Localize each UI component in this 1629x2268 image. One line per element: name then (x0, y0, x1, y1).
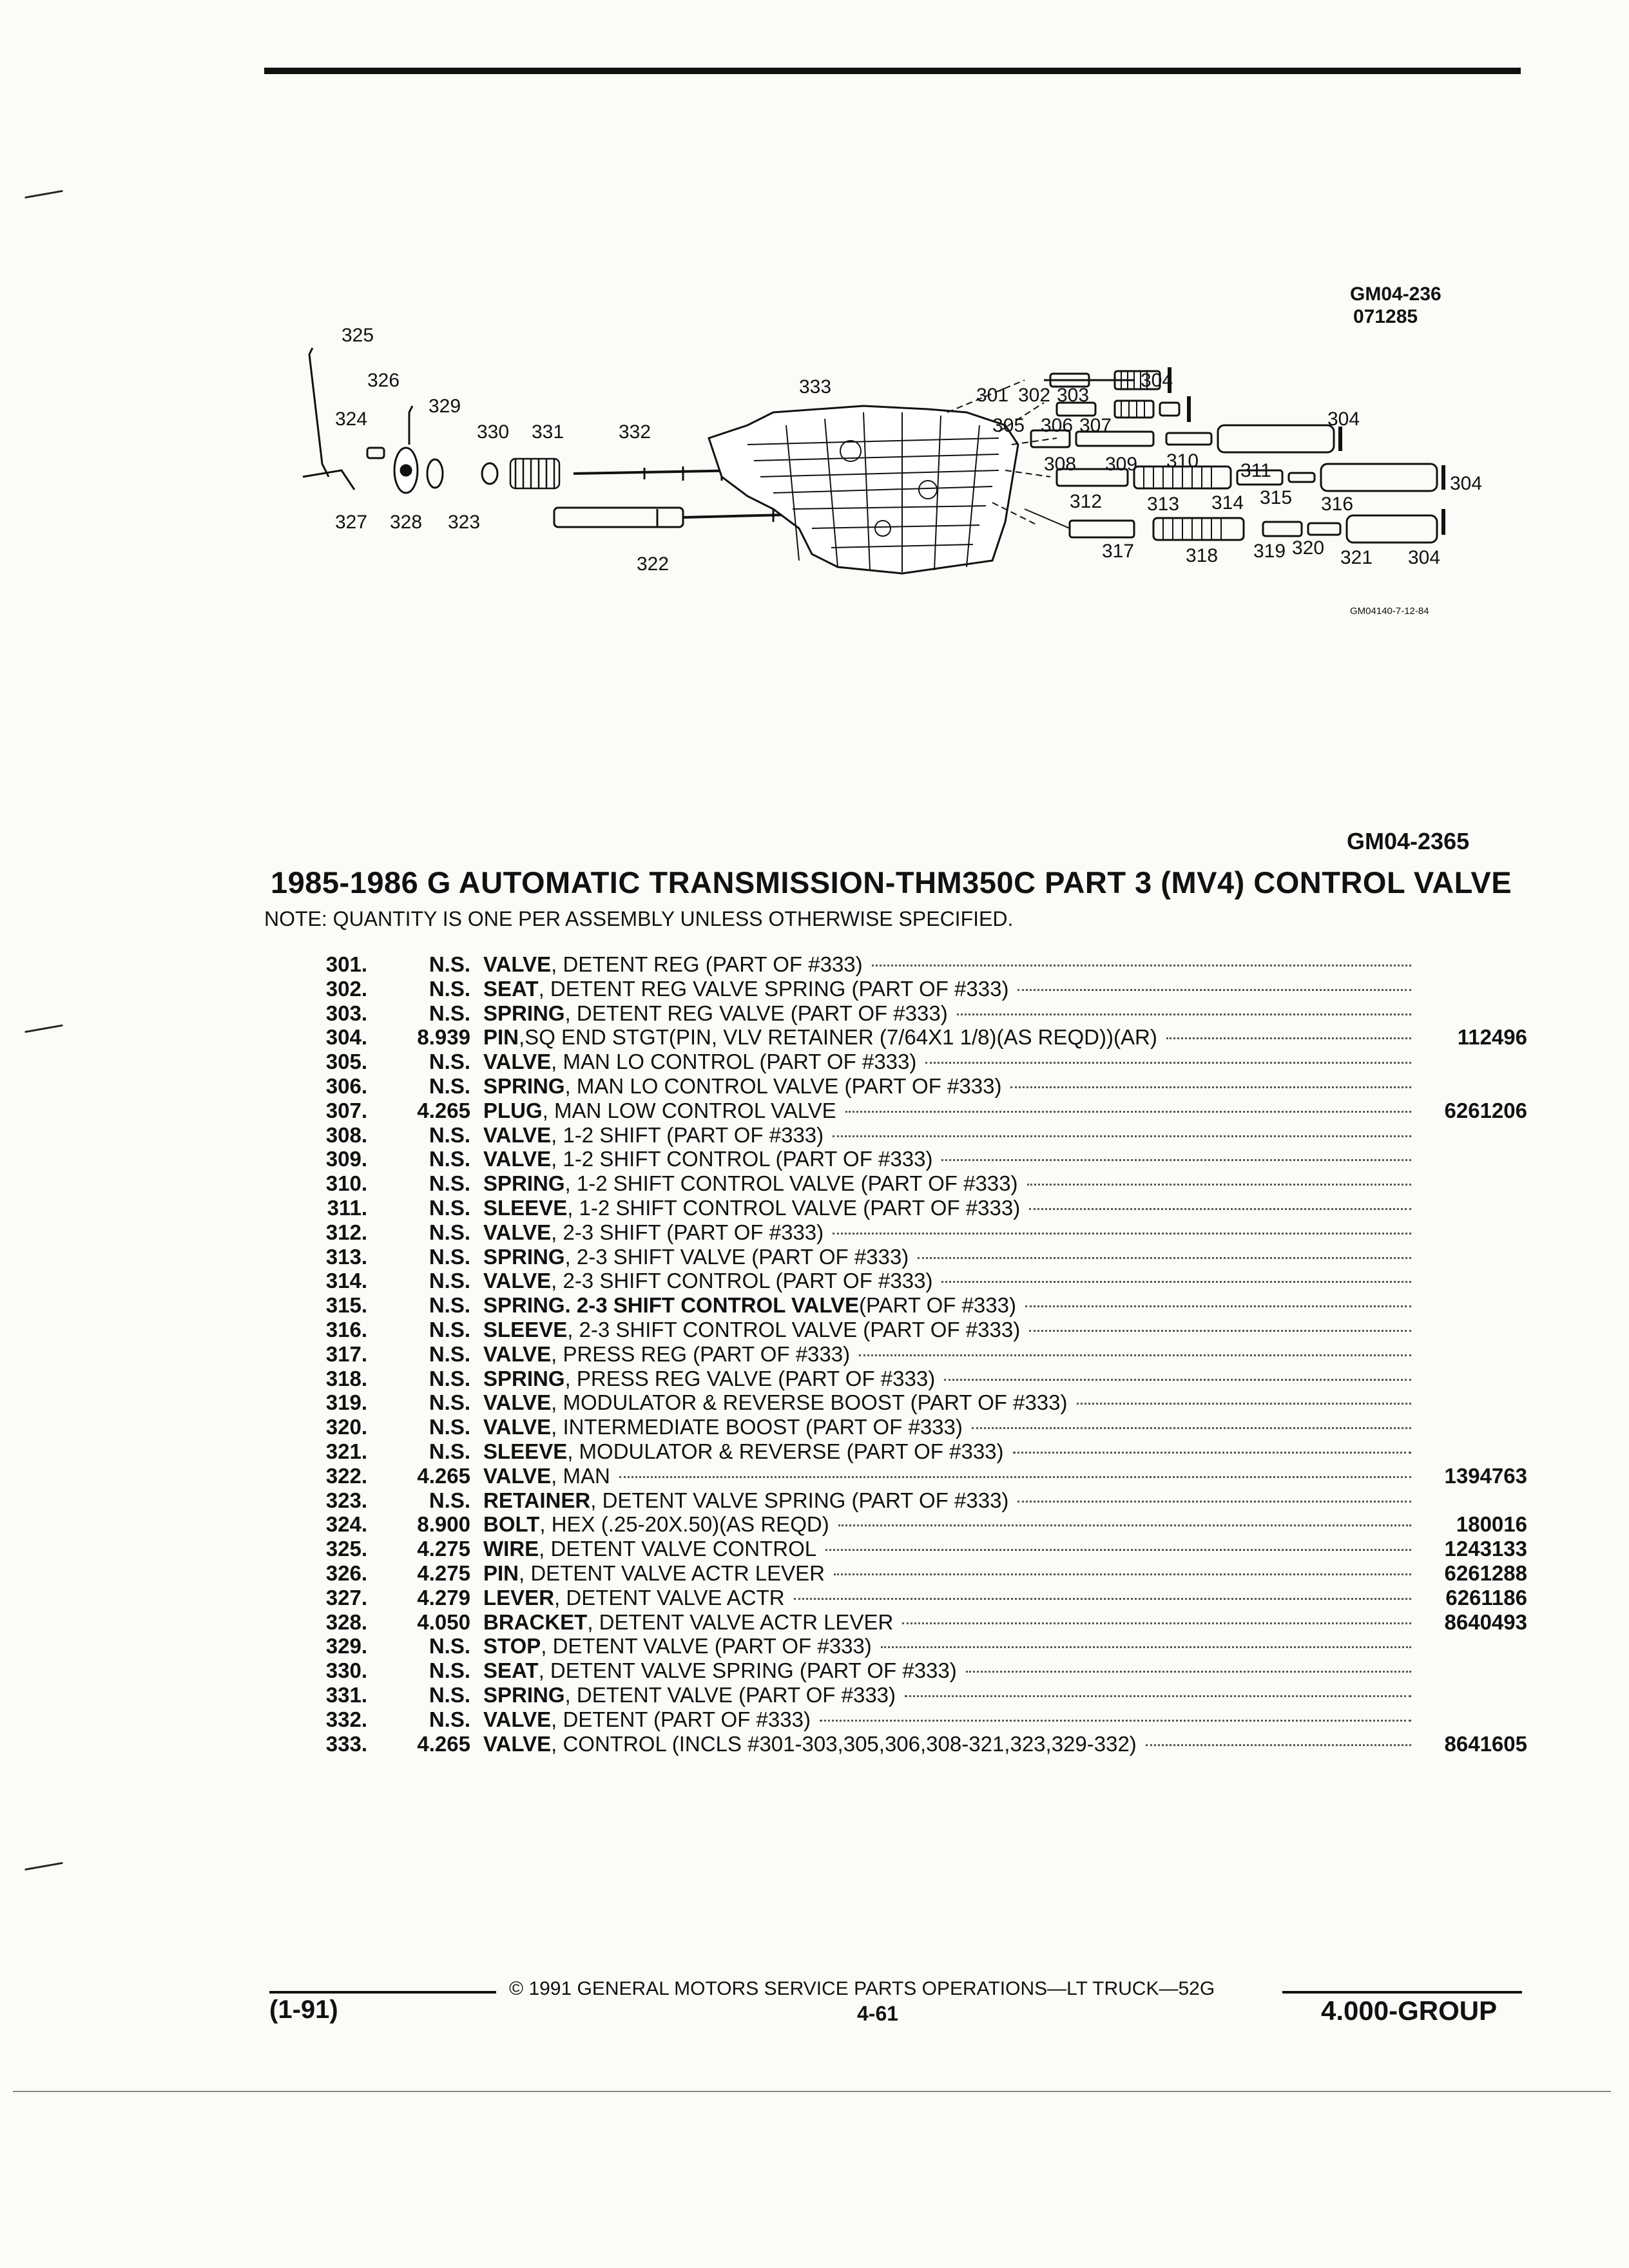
item-number: 313. (325, 1244, 367, 1269)
callout: 308 (1044, 454, 1077, 475)
item-detail: , MAN LO CONTROL (PART OF #333) (551, 1050, 917, 1074)
group-number: N.S. (429, 1317, 470, 1341)
item-name: SPRING (483, 1171, 565, 1196)
item-detail: , MAN (551, 1463, 610, 1488)
item-name: VALVE (483, 952, 552, 976)
item-name: LEVER (483, 1585, 555, 1610)
callout: 316 (1321, 494, 1354, 515)
item-name: WIRE (483, 1537, 539, 1561)
control-valve-exploded-diagram (284, 316, 1495, 586)
callout: 304 (1450, 473, 1483, 494)
leader-dots (872, 965, 1411, 966)
item-number: 333. (325, 1731, 367, 1756)
item-description (470, 1099, 1418, 1123)
parts-row (277, 1123, 1527, 1148)
part-number: 8641605 (1444, 1731, 1527, 1756)
group-number: N.S. (429, 1244, 470, 1269)
callout: 329 (429, 396, 461, 417)
item-name: VALVE (483, 1050, 552, 1074)
item-name: SLEEVE (483, 1195, 568, 1220)
item-name: SLEEVE (483, 1317, 568, 1341)
parts-row (277, 1025, 1527, 1050)
parts-row (277, 1658, 1527, 1683)
item-detail: , DETENT VALVE ACTR LEVER (519, 1561, 825, 1585)
group-number: 4.279 (417, 1585, 470, 1610)
item-name: VALVE (483, 1731, 552, 1756)
bottom-rule (13, 2091, 1611, 2092)
callout: 306 (1041, 415, 1074, 436)
item-detail: , 2-3 SHIFT CONTROL VALVE (PART OF #333) (567, 1317, 1021, 1341)
parts-row (277, 1245, 1527, 1269)
item-detail: , CONTROL (INCLS #301-303,305,306,308-321,323,329-332) (551, 1731, 1137, 1756)
part-number: 112496 (1457, 1025, 1527, 1050)
item-number: 311. (327, 1195, 367, 1220)
item-detail: , DETENT VALVE (PART OF #333) (541, 1634, 872, 1658)
item-number: 305. (325, 1050, 367, 1074)
item-number: 328. (325, 1610, 367, 1634)
item-number: 318. (325, 1366, 367, 1390)
parts-row (277, 1683, 1527, 1707)
item-detail: , 1-2 SHIFT CONTROL VALVE (PART OF #333) (564, 1171, 1018, 1196)
part-number: 180016 (1456, 1512, 1527, 1537)
footer-rule-left (269, 1991, 496, 1994)
leader-dots (918, 1257, 1411, 1259)
callout: 304 (1327, 408, 1360, 430)
item-detail: , DETENT VALVE ACTR (554, 1585, 785, 1610)
item-description (470, 1390, 1418, 1415)
callout: 326 (367, 370, 400, 391)
item-number: 317. (325, 1341, 367, 1366)
item-description (470, 952, 1418, 977)
item-name: SLEEVE (483, 1439, 568, 1463)
group-number: 4.275 (417, 1537, 470, 1561)
leader-dots (1029, 1208, 1411, 1210)
item-description (470, 1196, 1418, 1220)
group-number: N.S. (429, 1293, 470, 1318)
callout: 302 (1018, 385, 1051, 406)
callout: 321 (1340, 547, 1373, 568)
parts-row (277, 1610, 1527, 1635)
part-number: 8640493 (1444, 1610, 1527, 1634)
parts-row (277, 1196, 1527, 1220)
item-description (470, 1342, 1418, 1367)
group-number: N.S. (429, 1658, 470, 1683)
item-description (470, 1074, 1418, 1099)
item-number: 324. (325, 1512, 367, 1537)
callout: 319 (1253, 541, 1286, 562)
item-description (470, 1561, 1418, 1586)
item-description (470, 1318, 1418, 1342)
group-number: 4.050 (417, 1610, 470, 1634)
group-number: N.S. (429, 1050, 470, 1074)
page-number: 4-61 (857, 2002, 899, 2025)
item-number: 309. (325, 1147, 367, 1171)
item-number: 322. (325, 1463, 367, 1488)
group-number: 4.275 (417, 1561, 470, 1585)
parts-row (277, 1634, 1527, 1658)
item-detail: , DETENT REG VALVE (PART OF #333) (564, 1001, 948, 1025)
part-number: 1394763 (1444, 1463, 1527, 1488)
group-number: N.S. (429, 1122, 470, 1147)
item-detail: , HEX (.25-20X.50)(AS REQD) (539, 1512, 829, 1537)
group-number: N.S. (429, 1415, 470, 1439)
callout: 310 (1166, 450, 1199, 472)
item-name: PLUG (483, 1098, 543, 1122)
item-detail: , INTERMEDIATE BOOST (PART OF #333) (551, 1415, 963, 1439)
item-detail: , 2-3 SHIFT VALVE (PART OF #333) (564, 1244, 909, 1269)
item-name: SEAT (483, 1658, 539, 1683)
callout: 325 (342, 325, 374, 346)
item-description (470, 1634, 1418, 1658)
parts-row (277, 1147, 1527, 1171)
item-description (470, 1269, 1418, 1293)
group-number: 4.265 (417, 1731, 470, 1756)
item-detail: , DETENT VALVE ACTR LEVER (587, 1610, 894, 1634)
item-number: 307. (325, 1098, 367, 1122)
parts-row (277, 1367, 1527, 1391)
group-number: N.S. (429, 976, 470, 1001)
item-name: BRACKET (483, 1610, 588, 1634)
leader-dots (957, 1014, 1411, 1015)
plate-code: GM04-2365 (1347, 828, 1470, 854)
leader-dots (1017, 1501, 1411, 1503)
part-number: 6261186 (1445, 1585, 1527, 1610)
callout: 320 (1292, 537, 1325, 559)
parts-row (277, 1732, 1527, 1756)
parts-row (277, 1050, 1527, 1074)
item-name: PIN (483, 1025, 519, 1050)
item-description (470, 1220, 1418, 1245)
item-number: 323. (325, 1488, 367, 1512)
leader-dots (1017, 989, 1411, 991)
item-name: RETAINER (483, 1488, 591, 1512)
footer-group: 4.000-GROUP (1321, 1995, 1498, 2026)
item-number: 316. (325, 1317, 367, 1341)
parts-row (277, 1415, 1527, 1439)
leader-dots (1029, 1330, 1411, 1332)
item-description (470, 1439, 1418, 1464)
item-description (470, 1415, 1418, 1439)
item-description (470, 1732, 1418, 1756)
parts-row (277, 977, 1527, 1001)
item-description (470, 1707, 1418, 1732)
item-detail: , MODULATOR & REVERSE BOOST (PART OF #333) (551, 1390, 1068, 1415)
callout: 312 (1070, 491, 1103, 512)
item-number: 302. (325, 976, 367, 1001)
parts-row (277, 1342, 1527, 1367)
parts-list (277, 952, 1527, 1756)
leader-dots (834, 1573, 1411, 1575)
group-number: N.S. (429, 1634, 470, 1658)
group-number: N.S. (429, 1707, 470, 1731)
leader-dots (619, 1476, 1411, 1478)
item-detail: , 2-3 SHIFT CONTROL (PART OF #333) (551, 1269, 933, 1293)
group-number: N.S. (429, 1488, 470, 1512)
item-description (470, 1001, 1418, 1026)
group-number: 8.939 (417, 1025, 470, 1050)
group-number: N.S. (429, 1682, 470, 1707)
parts-row (277, 1171, 1527, 1196)
group-number: 4.265 (417, 1463, 470, 1488)
item-description (470, 1658, 1418, 1683)
item-number: 301. (325, 952, 367, 976)
parts-row (277, 952, 1527, 977)
leader-dots (905, 1695, 1411, 1697)
item-name: VALVE (483, 1463, 552, 1488)
figure-reference: GM04140-7-12-84 (1350, 606, 1429, 617)
callout: 305 (992, 415, 1025, 436)
leader-dots (941, 1159, 1411, 1161)
item-description (470, 1293, 1418, 1318)
item-name: SPRING (483, 1682, 565, 1707)
leader-dots (820, 1720, 1411, 1722)
group-number: N.S. (429, 1366, 470, 1390)
callout: 327 (335, 512, 368, 533)
item-name: SEAT (483, 976, 539, 1001)
callout: 333 (799, 376, 832, 398)
group-number: N.S. (429, 1439, 470, 1463)
item-description (470, 1464, 1418, 1488)
quantity-note: NOTE: QUANTITY IS ONE PER ASSEMBLY UNLESS OTHERWISE SPECIFIED. (264, 907, 1014, 930)
leader-dots (1027, 1184, 1411, 1186)
footer-copyright: © 1991 GENERAL MOTORS SERVICE PARTS OPERATIONS—LT TRUCK—52G (509, 1978, 1215, 1999)
leader-dots (833, 1233, 1411, 1235)
item-number: 321. (325, 1439, 367, 1463)
item-detail: , 1-2 SHIFT CONTROL VALVE (PART OF #333) (567, 1195, 1021, 1220)
part-number: 1243133 (1444, 1537, 1527, 1561)
parts-row (277, 1390, 1527, 1415)
leader-dots (1013, 1452, 1411, 1454)
callout: 301 (976, 385, 1009, 406)
item-number: 308. (325, 1122, 367, 1147)
parts-row (277, 1561, 1527, 1586)
parts-row (277, 1269, 1527, 1293)
item-detail: , PRESS REG (PART OF #333) (551, 1341, 851, 1366)
item-description (470, 1367, 1418, 1391)
item-number: 315. (325, 1293, 367, 1318)
item-name: VALVE (483, 1147, 552, 1171)
item-number: 312. (325, 1220, 367, 1244)
callout: 328 (390, 512, 423, 533)
group-number: N.S. (429, 1195, 470, 1220)
item-detail: , DETENT REG (PART OF #333) (551, 952, 863, 976)
item-name: STOP (483, 1634, 541, 1658)
leader-dots (944, 1379, 1411, 1381)
callout: 332 (619, 421, 651, 443)
item-detail: , DETENT REG VALVE SPRING (PART OF #333) (538, 976, 1009, 1001)
item-description (470, 977, 1418, 1001)
item-number: 330. (325, 1658, 367, 1683)
top-rule (264, 68, 1521, 74)
leader-dots (1077, 1403, 1411, 1405)
item-detail: , PRESS REG VALVE (PART OF #333) (564, 1366, 936, 1390)
part-number: 6261288 (1444, 1561, 1527, 1585)
item-number: 306. (325, 1073, 367, 1098)
item-detail: , 1-2 SHIFT CONTROL (PART OF #333) (551, 1147, 933, 1171)
figure-date: 071285 (1353, 306, 1418, 327)
parts-row (277, 1099, 1527, 1123)
parts-row (277, 1318, 1527, 1342)
item-detail: , DETENT VALVE SPRING (PART OF #333) (538, 1658, 957, 1683)
footer-rule-right (1282, 1991, 1522, 1994)
item-name: VALVE (483, 1415, 552, 1439)
item-name: SPRING (483, 1366, 565, 1390)
callout: 315 (1260, 487, 1293, 508)
callout: 324 (335, 408, 368, 430)
group-number: N.S. (429, 1171, 470, 1196)
item-description (470, 1488, 1418, 1513)
callout: 304 (1408, 547, 1441, 568)
figure-code: GM04-236 (1350, 284, 1441, 305)
leader-dots (845, 1111, 1411, 1113)
group-number: N.S. (429, 952, 470, 976)
parts-row (277, 1439, 1527, 1464)
callout: 318 (1186, 545, 1219, 566)
leader-dots (1166, 1037, 1411, 1039)
leader-dots (881, 1646, 1411, 1648)
item-name: SPRING (483, 1244, 565, 1269)
callout: 331 (532, 421, 564, 443)
item-detail: , DETENT VALVE CONTROL (539, 1537, 817, 1561)
item-name: SPRING (483, 1073, 565, 1098)
item-number: 327. (325, 1585, 367, 1610)
leader-dots (825, 1549, 1411, 1551)
item-detail: , 1-2 SHIFT (PART OF #333) (551, 1122, 824, 1147)
detent-wire (309, 348, 329, 477)
item-detail: , DETENT VALVE (PART OF #333) (564, 1682, 896, 1707)
item-name: VALVE (483, 1269, 552, 1293)
group-number: N.S. (429, 1220, 470, 1244)
footer-edition: (1-91) (269, 1995, 338, 2024)
item-description (470, 1025, 1418, 1050)
group-number: 8.900 (417, 1512, 470, 1537)
callout: 309 (1105, 454, 1138, 475)
callout: 313 (1147, 494, 1180, 515)
leader-dots (925, 1062, 1411, 1064)
group-number: N.S. (429, 1341, 470, 1366)
item-description (470, 1147, 1418, 1171)
leader-dots (838, 1524, 1411, 1526)
item-name: SPRING. 2-3 SHIFT CONTROL VALVE (483, 1293, 860, 1318)
item-number: 320. (325, 1415, 367, 1439)
callout: 330 (477, 421, 510, 443)
page-title: 1985-1986 G AUTOMATIC TRANSMISSION-THM350C PART 3 (MV4) CONTROL VALVE (271, 865, 1512, 899)
parts-row (277, 1464, 1527, 1488)
item-number: 326. (325, 1561, 367, 1585)
item-name: VALVE (483, 1707, 552, 1731)
item-name: PIN (483, 1561, 519, 1585)
parts-row (277, 1707, 1527, 1732)
item-number: 331. (325, 1682, 367, 1707)
item-detail: , MAN LO CONTROL VALVE (PART OF #333) (564, 1073, 1002, 1098)
callout: 303 (1057, 385, 1090, 406)
item-detail: , DETENT (PART OF #333) (551, 1707, 811, 1731)
item-description (470, 1586, 1418, 1610)
group-number: N.S. (429, 1147, 470, 1171)
leader-dots (1010, 1086, 1411, 1088)
item-name: VALVE (483, 1220, 552, 1244)
item-number: 304. (325, 1025, 367, 1050)
item-number: 319. (325, 1390, 367, 1415)
leader-dots (1025, 1305, 1411, 1307)
margin-mark (24, 1024, 63, 1033)
item-number: 303. (325, 1001, 367, 1025)
group-number: N.S. (429, 1390, 470, 1415)
margin-mark (24, 190, 63, 198)
leader-dots (859, 1354, 1411, 1356)
item-description (470, 1537, 1418, 1561)
item-description (470, 1683, 1418, 1707)
item-number: 310. (325, 1171, 367, 1196)
item-detail: , MODULATOR & REVERSE (PART OF #333) (567, 1439, 1004, 1463)
item-name: BOLT (483, 1512, 540, 1537)
item-number: 325. (325, 1537, 367, 1561)
parts-row (277, 1293, 1527, 1318)
leader-dots (966, 1671, 1411, 1673)
callout: 311 (1240, 460, 1271, 481)
margin-mark (24, 1862, 63, 1870)
leader-dots (972, 1427, 1411, 1429)
item-description (470, 1050, 1418, 1074)
parts-row (277, 1537, 1527, 1561)
item-description (470, 1123, 1418, 1148)
callout: 307 (1079, 415, 1112, 436)
item-description (470, 1171, 1418, 1196)
group-number: N.S. (429, 1001, 470, 1025)
leader-dots (794, 1598, 1411, 1600)
item-description (470, 1512, 1418, 1537)
item-number: 329. (325, 1634, 367, 1658)
item-number: 332. (325, 1707, 367, 1731)
callout: 314 (1211, 492, 1244, 514)
parts-row (277, 1512, 1527, 1537)
item-detail: ,SQ END STGT(PIN, VLV RETAINER (7/64X1 1/8)(AS REQD))(AR) (519, 1025, 1157, 1050)
callout: 317 (1102, 541, 1135, 562)
item-detail: (PART OF #333) (859, 1293, 1016, 1318)
leader-dots (833, 1135, 1411, 1137)
parts-row (277, 1220, 1527, 1245)
item-name: VALVE (483, 1390, 552, 1415)
callout: 322 (637, 553, 670, 575)
parts-row (277, 1488, 1527, 1513)
group-number: N.S. (429, 1073, 470, 1098)
parts-row (277, 1586, 1527, 1610)
item-number: 314. (325, 1269, 367, 1293)
item-name: VALVE (483, 1122, 552, 1147)
item-description (470, 1610, 1418, 1635)
item-name: VALVE (483, 1341, 552, 1366)
item-name: SPRING (483, 1001, 565, 1025)
parts-row (277, 1001, 1527, 1026)
callout: 323 (448, 512, 481, 533)
item-description (470, 1245, 1418, 1269)
item-detail: , MAN LOW CONTROL VALVE (542, 1098, 836, 1122)
parts-row (277, 1074, 1527, 1099)
leader-dots (902, 1622, 1411, 1624)
callout: 304 (1141, 370, 1173, 391)
part-number: 6261206 (1444, 1098, 1527, 1122)
group-number: N.S. (429, 1269, 470, 1293)
item-detail: , DETENT VALVE SPRING (PART OF #333) (590, 1488, 1009, 1512)
leader-dots (1146, 1744, 1411, 1746)
group-number: 4.265 (417, 1098, 470, 1122)
leader-dots (941, 1281, 1411, 1283)
item-detail: , 2-3 SHIFT (PART OF #333) (551, 1220, 824, 1244)
